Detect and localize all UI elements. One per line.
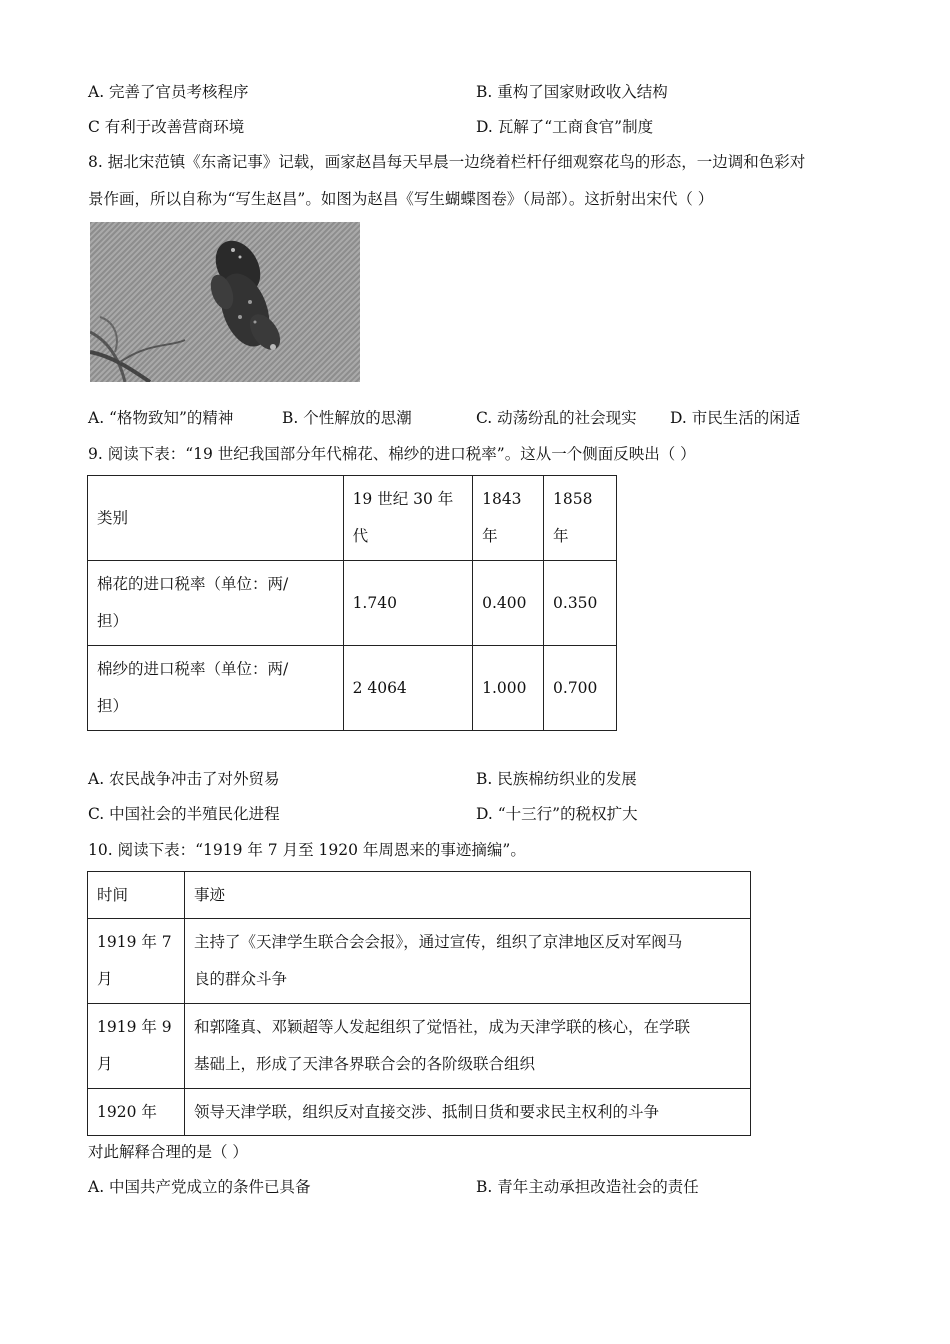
q7-option-a: A. 完善了官员考核程序: [88, 83, 249, 101]
table-cell-event: 主持了《天津学生联合会会报》，通过宣传，组织了京津地区反对军阀马 良的群众斗争: [185, 919, 751, 1004]
q8-stem-line-1: 8. 据北宋范镇《东斋记事》记载，画家赵昌每天早晨一边绕着栏杆仔细观察花鸟的形态，一边调和色彩对: [88, 153, 806, 171]
table-header-cell: 19 世纪 30 年代: [343, 476, 473, 561]
table-cell: 1.740: [343, 561, 473, 646]
table-header-row: [88, 872, 751, 919]
table-cell-event: 领导天津学联，组织反对直接交涉、抵制日货和要求民主权利的斗争: [185, 1089, 751, 1136]
q9-option-c: C. 中国社会的半殖民化进程: [88, 805, 280, 823]
q10-option-a: A. 中国共产党成立的条件已具备: [88, 1178, 311, 1196]
q9-option-a: A. 农民战争冲击了对外贸易: [88, 770, 280, 788]
butterfly-icon: [90, 222, 360, 382]
q9-tariff-table: [87, 475, 617, 731]
table-cell-event: 和郭隆真、邓颖超等人发起组织了觉悟社，成为天津学联的核心，在学联 基础上，形成了天津各界联合会的各阶级联合组织: [185, 1004, 751, 1089]
table-header-cell: 时间: [88, 872, 185, 919]
butterfly-painting-image: [90, 222, 360, 382]
table-cell: 2 4064: [343, 646, 473, 731]
q7-option-c: C 有利于改善营商环境: [88, 118, 245, 136]
q10-stem: 10. 阅读下表：“1919 年 7 月至 1920 年周恩来的事迹摘编”。: [88, 841, 526, 859]
q8-option-c: C. 动荡纷乱的社会现实: [476, 409, 637, 427]
table-cell: 0.700: [544, 646, 617, 731]
table-header-cell: 事迹: [185, 872, 751, 919]
table-row: [88, 646, 617, 731]
q7-option-d: D. 瓦解了“工商食官”制度: [476, 118, 654, 136]
q9-option-b: B. 民族棉纺织业的发展: [476, 770, 637, 788]
table-header-row: [88, 476, 617, 561]
table-cell-time: 1919 年 7 月: [88, 919, 185, 1004]
q9-option-d: D. “十三行”的税权扩大: [476, 805, 638, 823]
table-row: [88, 561, 617, 646]
table-row: [88, 1089, 751, 1136]
table-cell-label: 棉纱的进口税率（单位：两/ 担）: [88, 646, 344, 731]
table-cell: 0.350: [544, 561, 617, 646]
table-cell: 1.000: [473, 646, 544, 731]
q9-stem: 9. 阅读下表：“19 世纪我国部分年代棉花、棉纱的进口税率”。这从一个侧面反映出（ ）: [88, 445, 696, 463]
table-cell: 0.400: [473, 561, 544, 646]
table-row: [88, 919, 751, 1004]
table-header-cell: 类别: [88, 476, 344, 561]
q10-option-b: B. 青年主动承担改造社会的责任: [476, 1178, 699, 1196]
q8-stem-line-2: 景作画，所以自称为“写生赵昌”。如图为赵昌《写生蝴蝶图卷》（局部）。这折射出宋代（ ）: [88, 190, 714, 208]
table-cell-time: 1920 年: [88, 1089, 185, 1136]
table-row: [88, 1004, 751, 1089]
q7-option-b: B. 重构了国家财政收入结构: [476, 83, 668, 101]
q8-option-d: D. 市民生活的闲适: [670, 409, 801, 427]
q8-option-a: A. “格物致知”的精神: [88, 409, 234, 427]
table-cell-label: 棉花的进口税率（单位：两/ 担）: [88, 561, 344, 646]
q8-option-b: B. 个性解放的思潮: [282, 409, 412, 427]
q10-events-table: [87, 871, 751, 1136]
table-header-cell: 1858 年: [544, 476, 617, 561]
table-cell-time: 1919 年 9 月: [88, 1004, 185, 1089]
table-header-cell: 1843 年: [473, 476, 544, 561]
q10-prompt: 对此解释合理的是（ ）: [88, 1143, 248, 1161]
